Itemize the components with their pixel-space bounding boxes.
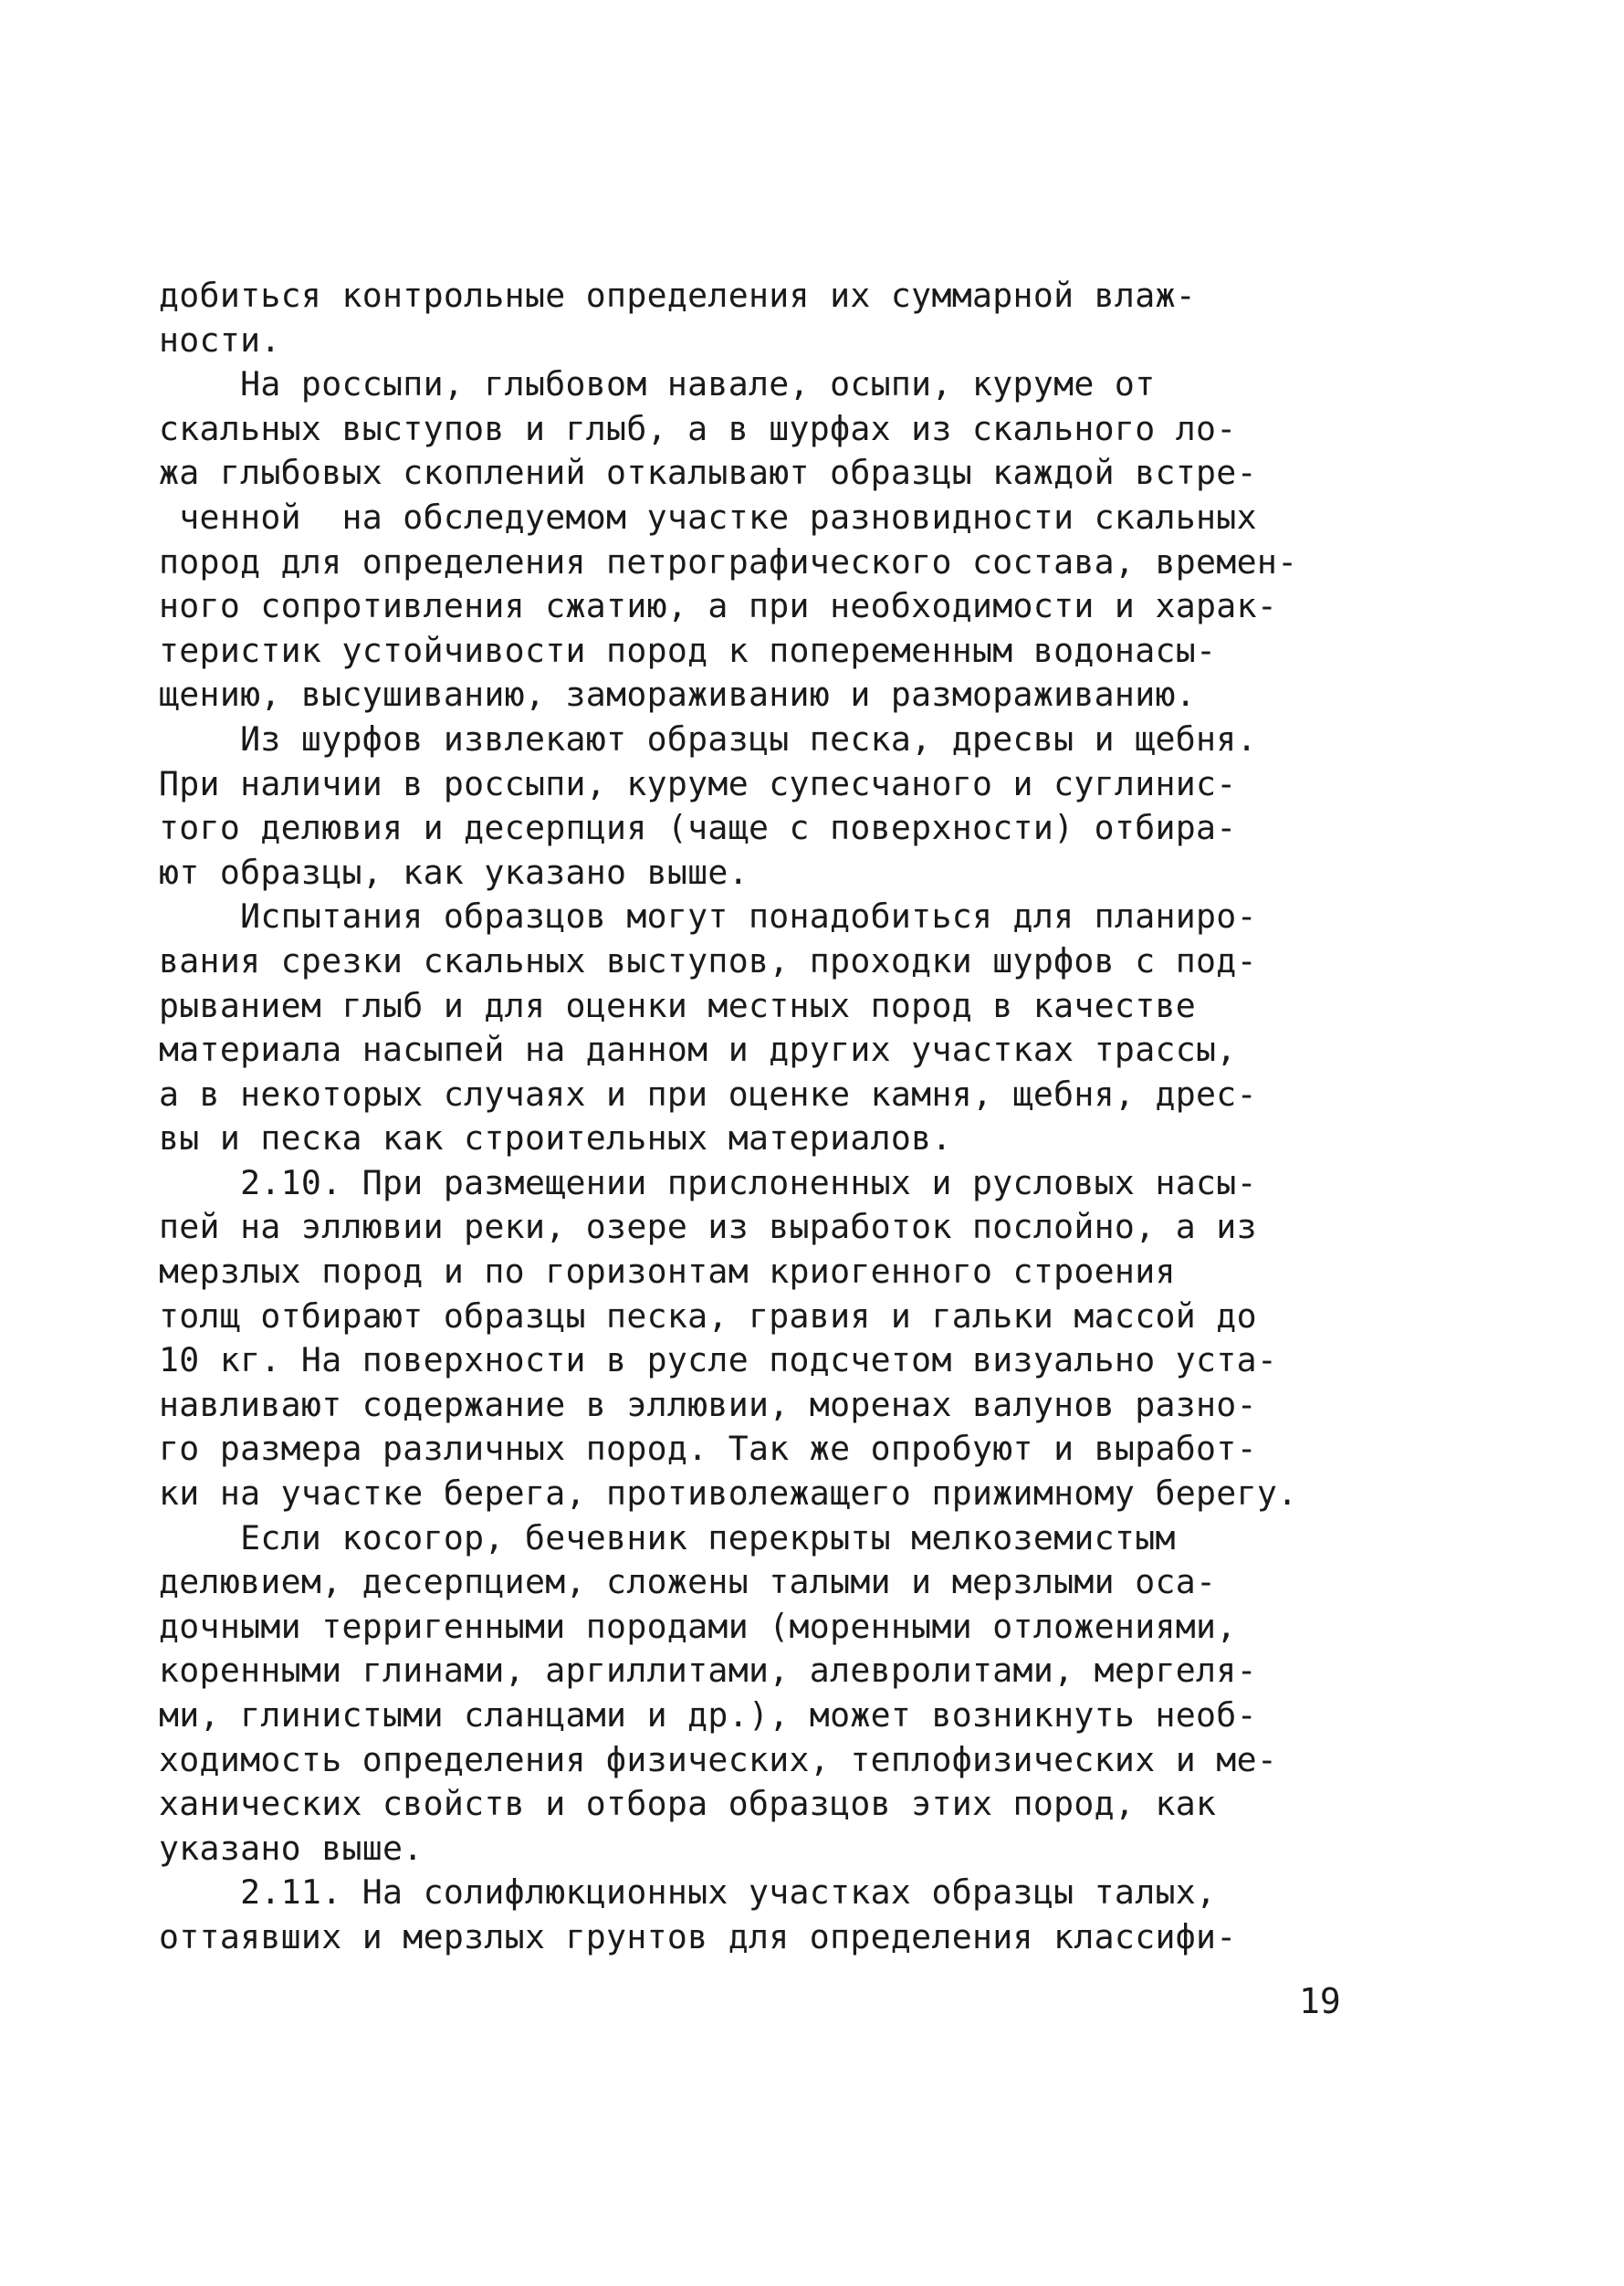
text-line: ченной на обследуемом участке разновидности скальных: [159, 497, 1257, 537]
text-line: указано выше.: [159, 1828, 424, 1868]
text-line: толщ отбирают образцы песка, гравия и гальки массой до: [159, 1295, 1257, 1336]
text-line: 2.11. На солифлюкционных участках образцы талых,: [159, 1872, 1217, 1913]
page-number: 19: [1299, 1981, 1341, 2021]
text-line: вания срезки скальных выступов, проходки шурфов с под-: [159, 940, 1257, 980]
text-line: материала насыпей на данном и других участках трассы,: [159, 1030, 1237, 1070]
text-line: дочными терригенными породами (моренными отложениями,: [159, 1606, 1237, 1646]
text-line: ми, глинистыми сланцами и др.), может возникнуть необ-: [159, 1695, 1257, 1735]
text-line: оттаявших и мерзлых грунтов для определения классифи-: [159, 1916, 1237, 1956]
text-line: скальных выступов и глыб, а в шурфах из скального ло-: [159, 408, 1237, 448]
text-line: коренными глинами, аргиллитами, алевролитами, мергеля-: [159, 1651, 1257, 1691]
text-line: Если косогор, бечевник перекрыты мелкоземистым: [159, 1517, 1176, 1557]
text-line: делювием, десерпцием, сложены талыми и мерзлыми оса-: [159, 1562, 1217, 1602]
text-line: ности.: [159, 320, 281, 360]
text-line: Испытания образцов могут понадобиться для планиро-: [159, 897, 1257, 937]
text-line: 10 кг. На поверхности в русле подсчетом визуально уста-: [159, 1340, 1278, 1380]
text-line: 2.10. При размещении прислоненных и русловых насы-: [159, 1162, 1257, 1202]
text-line: ходимость определения физических, теплофизических и ме-: [159, 1739, 1278, 1779]
body-text: [159, 274, 1437, 1960]
text-line: ного сопротивления сжатию, а при необходимости и харак-: [159, 586, 1278, 626]
text-line: щению, высушиванию, замораживанию и размораживанию.: [159, 675, 1197, 715]
text-line: добиться контрольные определения их суммарной влаж-: [159, 276, 1197, 315]
text-line: пород для определения петрографического состава, времен-: [159, 541, 1298, 582]
text-line: вы и песка как строительных материалов.: [159, 1118, 952, 1159]
text-line: рыванием глыб и для оценки местных пород в качестве: [159, 985, 1197, 1025]
text-line: жа глыбовых скоплений откалывают образцы каждой встре-: [159, 453, 1257, 493]
text-line: ют образцы, как указано выше.: [159, 852, 749, 892]
text-line: навливают содержание в эллювии, моренах валунов разно-: [159, 1384, 1257, 1424]
text-line: того делювия и десерпция (чаще с поверхности) отбира-: [159, 808, 1237, 848]
text-line: мерзлых пород и по горизонтам криогенного строения: [159, 1252, 1176, 1292]
text-line: а в некоторых случаях и при оценке камня, щебня, дрес-: [159, 1074, 1257, 1114]
text-line: ханических свойств и отбора образцов этих пород, как: [159, 1784, 1217, 1824]
text-line: ки на участке берега, противолежащего прижимному берегу.: [159, 1473, 1298, 1514]
text-line: Из шурфов извлекают образцы песка, дресвы и щебня.: [159, 718, 1257, 759]
text-line: пей на эллювии реки, озере из выработок послойно, а из: [159, 1207, 1257, 1247]
text-line: го размера различных пород. Так же опробуют и выработ-: [159, 1429, 1257, 1469]
text-line: При наличии в россыпи, куруме супесчаного и суглинис-: [159, 763, 1237, 803]
text-line: теристик устойчивости пород к попеременным водонасы-: [159, 630, 1217, 670]
text-line: На россыпи, глыбовом навале, осыпи, куруме от: [159, 364, 1156, 404]
